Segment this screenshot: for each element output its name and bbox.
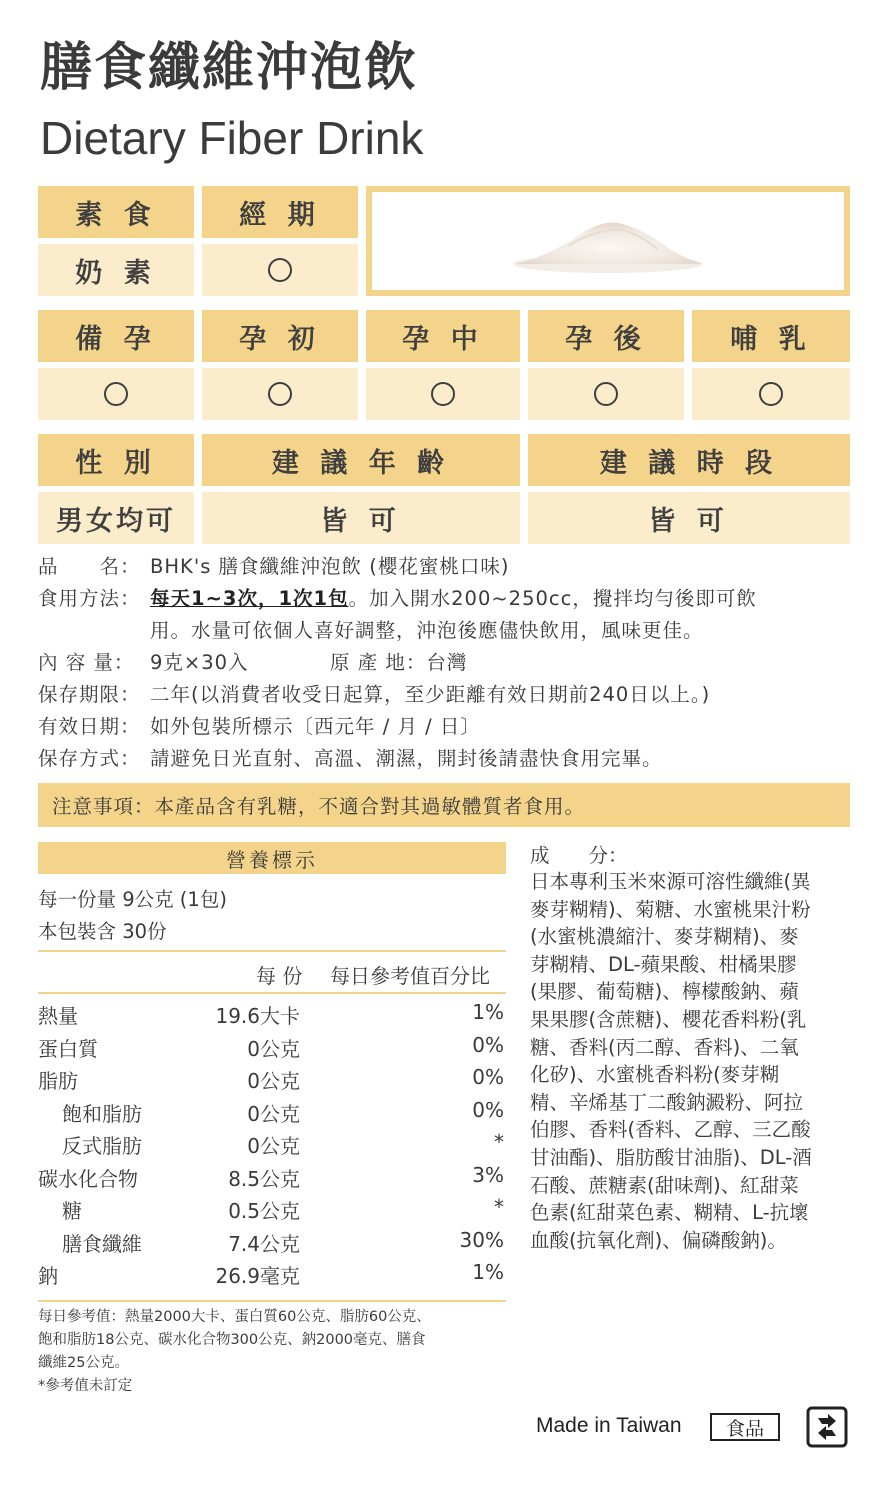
page-title-zh: 膳食纖維沖泡飲 bbox=[40, 38, 419, 98]
info-method-highlight: 每天1~3次，1次1包 bbox=[150, 587, 349, 610]
info-expiry bbox=[38, 712, 481, 742]
nutrition-divider bbox=[38, 950, 506, 952]
ingredients-label: 成 分： bbox=[530, 844, 628, 867]
nutrition-row-dv: 1% bbox=[472, 1000, 504, 1024]
powder-pile-image bbox=[508, 206, 708, 276]
info-shelf-label: 保存期限： bbox=[38, 683, 141, 706]
nutrition-col-per-serving: 每 份 bbox=[256, 964, 303, 988]
preg-value-prepare bbox=[38, 368, 194, 420]
nutrition-row-value: 8.5公克 bbox=[228, 1166, 300, 1191]
info-origin-label: 原 產 地： bbox=[330, 651, 427, 674]
diet-value-period bbox=[202, 244, 358, 296]
nutrition-row-name: 飽和脂肪 bbox=[62, 1101, 142, 1126]
preg-value-early bbox=[202, 368, 358, 420]
page-title-en: Dietary Fiber Drink bbox=[40, 112, 424, 164]
nutrition-row-name: 膳食纖維 bbox=[62, 1231, 142, 1256]
ingredients-line: (果膠、葡萄糖)、檸檬酸鈉、蘋 bbox=[530, 980, 799, 1004]
info-storage-label: 保存方式： bbox=[38, 747, 141, 770]
preg-header-mid: 孕 中 bbox=[366, 310, 520, 362]
usage-header-age: 建 議 年 齡 bbox=[202, 434, 520, 486]
nutrition-row-value: 0公克 bbox=[247, 1036, 300, 1061]
nutrition-row-value: 7.4公克 bbox=[228, 1231, 300, 1256]
diet-header-vegetarian: 素 食 bbox=[38, 186, 194, 238]
nutrition-row-value: 0公克 bbox=[247, 1101, 300, 1126]
nutrition-row-value: 26.9毫克 bbox=[215, 1264, 300, 1288]
nutrition-footnote-2: 飽和脂肪18公克、碳水化合物300公克、鈉2000毫克、膳食 bbox=[38, 1332, 426, 1348]
preg-header-nursing: 哺 乳 bbox=[692, 310, 850, 362]
info-name bbox=[38, 552, 509, 582]
notice-bar: 注意事項：本產品含有乳糖，不適合對其過敏體質者食用。 bbox=[38, 783, 850, 827]
preg-value-nursing bbox=[692, 368, 850, 420]
nutrition-row-dv: 0% bbox=[472, 1097, 504, 1122]
nutrition-col-dv: 每日參考值百分比 bbox=[330, 964, 490, 988]
info-expiry-label: 有效日期： bbox=[38, 715, 141, 738]
info-method-label: 食用方法： bbox=[38, 587, 141, 610]
nutrition-row-name: 鈉 bbox=[38, 1264, 58, 1288]
circle-mark bbox=[759, 382, 783, 406]
usage-value-time: 皆 可 bbox=[528, 492, 850, 544]
recycle-icon bbox=[806, 1406, 848, 1448]
nutrition-row bbox=[38, 1098, 506, 1130]
nutrition-row-name: 反式脂肪 bbox=[62, 1134, 142, 1158]
nutrition-row bbox=[38, 1130, 506, 1162]
nutrition-row-name: 脂肪 bbox=[38, 1069, 78, 1093]
food-badge: 食品 bbox=[710, 1413, 780, 1441]
nutrition-row-value: 19.6大卡 bbox=[215, 1004, 300, 1028]
ingredients-line: 伯膠、香料(香料、乙醇、三乙酸 bbox=[530, 1118, 811, 1142]
nutrition-row-value: 0公克 bbox=[247, 1134, 300, 1158]
info-name-value: BHK's 膳食纖維沖泡飲 (櫻花蜜桃口味) bbox=[150, 555, 510, 578]
info-storage-value: 請避免日光直射、高溫、潮濕，開封後請盡快食用完畢。 bbox=[150, 747, 663, 770]
nutrition-row bbox=[38, 1163, 506, 1195]
nutrition-row-dv: 0% bbox=[472, 1032, 504, 1057]
info-name-label: 品 名： bbox=[38, 555, 141, 578]
ingredients-line: 日本專利玉米來源可溶性纖維(異 bbox=[530, 870, 811, 893]
ingredients-line: 血酸(抗氧化劑)、偏磷酸鈉)。 bbox=[530, 1228, 787, 1252]
info-origin bbox=[330, 648, 467, 678]
preg-header-early: 孕 初 bbox=[202, 310, 358, 362]
info-content-label: 內 容 量： bbox=[38, 651, 135, 674]
usage-header-time: 建 議 時 段 bbox=[528, 434, 850, 486]
info-content-value: 9克×30入 bbox=[150, 651, 249, 674]
info-expiry-value: 如外包裝所標示〔西元年 / 月 / 日〕 bbox=[150, 715, 481, 738]
usage-header-gender: 性 別 bbox=[38, 434, 194, 486]
nutrition-row-name: 蛋白質 bbox=[38, 1036, 98, 1061]
circle-mark bbox=[431, 382, 455, 406]
diet-value-vegetarian: 奶 素 bbox=[38, 244, 194, 296]
nutrition-row bbox=[38, 1033, 506, 1065]
nutrition-row-dv: 1% bbox=[472, 1260, 504, 1284]
nutrition-footnote-3: 纖維25公克。 bbox=[38, 1355, 129, 1371]
ingredients-line: 甘油酯)、脂肪酸甘油脂)、DL-酒 bbox=[530, 1146, 812, 1169]
made-in-label: Made in Taiwan bbox=[536, 1414, 682, 1437]
ingredients-line: 石酸、蔗糖素(甜味劑)、紅甜菜 bbox=[530, 1173, 799, 1197]
nutrition-row-dv: * bbox=[494, 1195, 504, 1219]
ingredients-line: 果果膠(含蔗糖)、櫻花香料粉(乳 bbox=[530, 1008, 807, 1031]
usage-value-gender: 男女均可 bbox=[38, 492, 194, 544]
circle-mark bbox=[594, 382, 618, 406]
circle-mark bbox=[268, 258, 292, 282]
nutrition-row-value: 0.5公克 bbox=[228, 1199, 300, 1223]
nutrition-row-dv: 30% bbox=[459, 1227, 504, 1252]
ingredients-line: (水蜜桃濃縮汁、麥芽糊精)、麥 bbox=[530, 925, 799, 949]
ingredients-line: 糖、香料(丙二醇、香料)、二氧 bbox=[530, 1035, 799, 1059]
diet-header-period: 經 期 bbox=[202, 186, 358, 238]
nutrition-row bbox=[38, 1228, 506, 1260]
ingredients-line: 精、辛烯基丁二酸鈉澱粉、阿拉 bbox=[530, 1090, 804, 1114]
nutrition-row bbox=[38, 1000, 506, 1032]
nutrition-serving-size: 每一份量 9公克 (1包) bbox=[38, 888, 227, 911]
ingredients-line: 麥芽糊精)、菊糖、水蜜桃果汁粉 bbox=[530, 897, 811, 921]
nutrition-row-value: 0公克 bbox=[247, 1069, 300, 1093]
nutrition-row bbox=[38, 1195, 506, 1227]
ingredients-line: 化矽)、水蜜桃香料粉(麥芽糊 bbox=[530, 1063, 780, 1087]
nutrition-servings: 本包裝含 30份 bbox=[38, 920, 167, 943]
nutrition-divider bbox=[38, 992, 506, 994]
preg-header-prepare: 備 孕 bbox=[38, 310, 194, 362]
nutrition-row-name: 碳水化合物 bbox=[38, 1166, 138, 1191]
nutrition-row-name: 熱量 bbox=[38, 1004, 78, 1028]
info-shelf-value: 二年(以消費者收受日起算，至少距離有效日期前240日以上。) bbox=[150, 683, 711, 706]
ingredients-line: 色素(紅甜菜色素、糊精、L-抗壞 bbox=[530, 1201, 809, 1225]
info-shelf bbox=[38, 680, 710, 710]
preg-value-late bbox=[528, 368, 684, 420]
circle-mark bbox=[104, 382, 128, 406]
info-method-line2: 用。水量可依個人喜好調整，沖泡後應儘快飲用，風味更佳。 bbox=[150, 619, 704, 642]
ingredients-line: 芽糊精、DL-蘋果酸、柑橘果膠 bbox=[530, 952, 797, 976]
nutrition-row-dv: 3% bbox=[472, 1162, 504, 1187]
nutrition-divider bbox=[38, 1300, 506, 1302]
nutrition-footnote-4: *參考值未訂定 bbox=[38, 1378, 133, 1394]
nutrition-title: 營養標示 bbox=[38, 842, 506, 874]
circle-mark bbox=[268, 382, 292, 406]
info-storage bbox=[38, 744, 663, 774]
info-method-rest: 。加入開水200~250cc，攪拌均勻後即可飲 bbox=[348, 587, 757, 610]
nutrition-row bbox=[38, 1260, 506, 1292]
preg-value-mid bbox=[366, 368, 520, 420]
product-image bbox=[366, 186, 850, 296]
info-origin-value: 台灣 bbox=[426, 651, 468, 674]
preg-header-late: 孕 後 bbox=[528, 310, 684, 362]
nutrition-row-dv: 0% bbox=[472, 1065, 504, 1089]
nutrition-footnote-1: 每日參考值：熱量2000大卡、蛋白質60公克、脂肪60公克、 bbox=[38, 1309, 431, 1325]
usage-value-age: 皆 可 bbox=[202, 492, 520, 544]
nutrition-row bbox=[38, 1065, 506, 1097]
nutrition-row-dv: * bbox=[494, 1130, 504, 1154]
info-method bbox=[38, 584, 757, 614]
info-content bbox=[38, 648, 249, 678]
nutrition-row-name: 糖 bbox=[62, 1199, 82, 1223]
